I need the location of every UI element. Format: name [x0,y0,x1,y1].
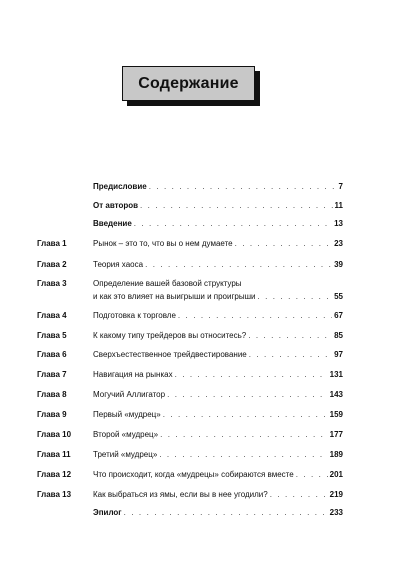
toc-entry-title: Введение [93,219,132,228]
toc-row-chapter-6 [0,348,400,362]
leader-dots [134,217,332,231]
leader-dots [163,408,328,422]
leader-dots [248,329,332,343]
chapter-label: Глава 4 [37,311,67,320]
chapter-label: Глава 9 [37,410,67,419]
toc-entry-title: Третий «мудрец» [93,450,158,459]
toc-row-chapter-3-line-2 [0,290,400,304]
toc-row-chapter-7 [0,368,400,382]
leader-dots [270,488,328,502]
page-number: 55 [334,292,343,301]
toc-entry-title: Эпилог [93,508,122,517]
toc-entry-title: Теория хаоса [93,260,144,269]
chapter-label: Глава 5 [37,331,67,340]
toc-row-chapter-5 [0,329,400,343]
page-number: 159 [329,410,343,419]
chapter-label: Глава 2 [37,260,67,269]
toc-row-chapter-9 [0,408,400,422]
toc-entry-title: Рынок – это то, что вы о нем думаете [93,239,233,248]
leader-dots [140,199,333,213]
toc-entry-title-line-1: Определение вашей базовой структуры [93,279,242,288]
toc-entry-title: Навигация на рынках [93,370,173,379]
chapter-label: Глава 10 [37,430,72,439]
toc-entry-title: Подготовка к торговле [93,311,176,320]
leader-dots [175,368,328,382]
leader-dots [160,428,328,442]
page-number: 97 [334,350,343,359]
chapter-label: Глава 6 [37,350,67,359]
leader-dots [145,258,332,272]
toc-entry-title: К какому типу трейдеров вы относитесь? [93,331,247,340]
toc-row-chapter-1 [0,237,400,251]
leader-dots [178,309,332,323]
page-number: 177 [329,430,343,439]
chapter-label: Глава 8 [37,390,67,399]
chapter-label: Глава 12 [37,470,72,479]
page-number: 13 [334,219,343,228]
toc-row-chapter-11 [0,448,400,462]
toc-entry-title: Предисловие [93,182,147,191]
chapter-label: Глава 7 [37,370,67,379]
page-number: 143 [329,390,343,399]
leader-dots [124,506,328,520]
title-block [122,66,259,105]
toc-row-chapter-2 [0,258,400,272]
toc-entry-title: Что происходит, когда «мудрецы» собираются вместе [93,470,294,479]
leader-dots [249,348,332,362]
toc-entry-title: и как это влияет на выигрыши и проигрыши [93,292,256,301]
toc-entry-title: Сверхъестественное трейдвестирование [93,350,247,359]
chapter-label: Глава 3 [37,279,67,288]
page-number: 85 [334,331,343,340]
toc-row-authors [0,199,400,213]
page-number: 131 [329,370,343,379]
page-number: 11 [334,201,343,210]
leader-dots [167,388,328,402]
leader-dots [296,468,328,482]
toc-row-chapter-10 [0,428,400,442]
leader-dots [257,290,332,304]
page-number: 233 [329,508,343,517]
toc-row-chapter-3-line-1 [0,277,400,291]
chapter-label: Глава 1 [37,239,67,248]
toc-entry-title: Могучий Аллигатор [93,390,166,399]
page-number: 39 [334,260,343,269]
toc-row-intro [0,217,400,231]
page-number: 7 [338,182,343,191]
toc-row-epilogue [0,506,400,520]
page-number: 23 [334,239,343,248]
toc-row-chapter-13 [0,488,400,502]
toc-row-chapter-12 [0,468,400,482]
page-title: Содержание [122,66,255,101]
chapter-label: Глава 13 [37,490,72,499]
leader-dots [149,180,337,194]
page-number: 219 [329,490,343,499]
page-number: 201 [329,470,343,479]
toc-row-preface [0,180,400,194]
toc-entry-title: Как выбраться из ямы, если вы в нее угодили? [93,490,268,499]
toc-entry-title: Первый «мудрец» [93,410,161,419]
page-number: 67 [334,311,343,320]
toc-row-chapter-4 [0,309,400,323]
toc-entry-title: От авторов [93,201,139,210]
toc-entry-title: Второй «мудрец» [93,430,159,439]
leader-dots [235,237,332,251]
page-number: 189 [329,450,343,459]
toc-row-chapter-8 [0,388,400,402]
leader-dots [159,448,327,462]
chapter-label: Глава 11 [37,450,71,459]
